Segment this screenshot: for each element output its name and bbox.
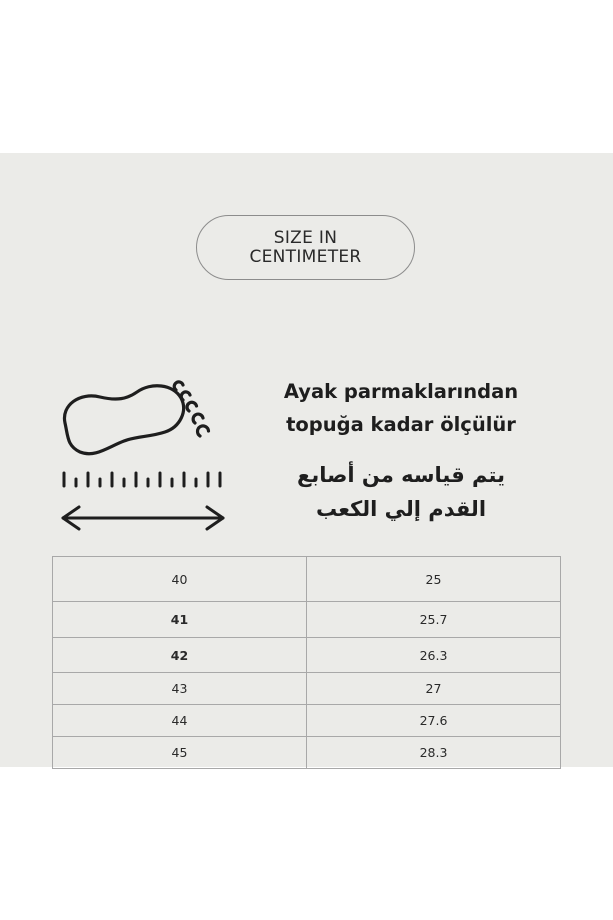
table-row <box>53 737 561 769</box>
cm-length-cell: 25 <box>307 557 561 602</box>
table-row <box>53 638 561 673</box>
eu-size-cell: 40 <box>53 557 307 602</box>
arabic-line-1: يتم قياسه من أصابع <box>297 463 505 487</box>
eu-size-cell: 44 <box>53 705 307 737</box>
eu-size-cell: 45 <box>53 737 307 769</box>
cm-length-cell: 26.3 <box>307 638 561 673</box>
measure-instruction-turkish <box>256 375 546 441</box>
measure-instruction-arabic <box>256 458 546 526</box>
table-row <box>53 705 561 737</box>
eu-size-cell: 43 <box>53 673 307 705</box>
eu-size-cell: 42 <box>53 638 307 673</box>
ruler-icon <box>64 473 220 486</box>
cm-length-cell: 27 <box>307 673 561 705</box>
double-arrow-icon <box>63 507 223 529</box>
cm-length-cell: 25.7 <box>307 602 561 638</box>
foot-icon <box>64 382 208 454</box>
size-chart-table <box>52 556 561 769</box>
size-guide-panel <box>0 153 613 767</box>
table-row <box>53 557 561 602</box>
badge-line-1: SIZE IN <box>273 227 338 248</box>
arabic-line-2: القدم إلي الكعب <box>315 497 487 521</box>
size-unit-badge <box>196 215 415 280</box>
table-row <box>53 602 561 638</box>
cm-length-cell: 28.3 <box>307 737 561 769</box>
badge-line-2: CENTIMETER <box>249 246 362 267</box>
cm-length-cell: 27.6 <box>307 705 561 737</box>
turkish-line-2: topuğa kadar ölçülür <box>286 413 516 436</box>
turkish-line-1: Ayak parmaklarından <box>283 380 519 403</box>
foot-measure-graphic <box>55 380 235 540</box>
eu-size-cell: 41 <box>53 602 307 638</box>
table-row <box>53 673 561 705</box>
